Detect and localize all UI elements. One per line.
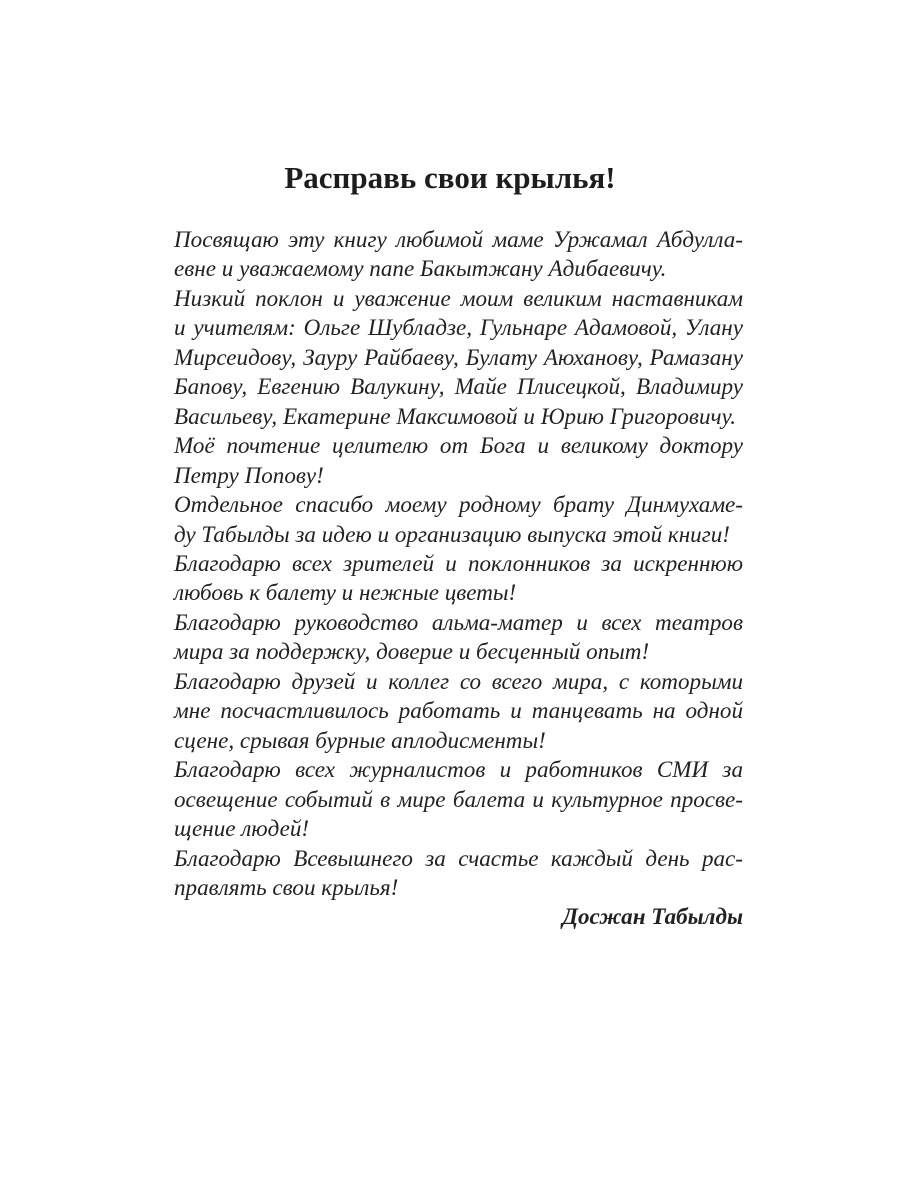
paragraph-line: сцене, срывая бурные аплодисменты! <box>174 726 546 753</box>
paragraph-line: Моё почтение целителю от Бога и великому доктору <box>174 432 743 459</box>
paragraph-line: мне посчастливилось работать и танцевать на одной <box>174 697 743 724</box>
paragraph <box>145 844 743 903</box>
paragraph-line: Благодарю Всевышнего за счастье каждый день рас- <box>174 844 743 871</box>
paragraph <box>145 490 743 549</box>
paragraph-line: правлять свои крылья! <box>174 873 399 900</box>
paragraph-line: Мирсеидову, Зауру Райбаеву, Булату Аюханову, Рамазану <box>174 343 743 370</box>
paragraph <box>145 608 743 667</box>
paragraph-line: Благодарю друзей и коллег со всего мира, с которыми <box>174 667 743 694</box>
paragraph-line: Благодарю всех зрителей и поклонников за искреннюю <box>174 549 743 576</box>
paragraph-line: евне и уважаемому папе Бакытжану Адибаевичу. <box>174 255 667 282</box>
paragraph-line: Низкий поклон и уважение моим великим наставникам <box>174 284 743 311</box>
paragraph-line: Васильеву, Екатерине Максимовой и Юрию Григоровичу. <box>174 402 737 429</box>
paragraph <box>145 667 743 755</box>
paragraph-line: любовь к балету и нежные цветы! <box>174 579 517 606</box>
author-signature: Досжан Табылды <box>562 903 743 930</box>
paragraph-line: Благодарю всех журналистов и работников СМИ за <box>174 756 743 783</box>
paragraph <box>145 225 743 284</box>
paragraph-line: и учителям: Ольге Шубладзе, Гульнаре Адамовой, Улану <box>174 314 743 341</box>
paragraph-line: Бапову, Евгению Валукину, Майе Плисецкой, Владимиру <box>174 373 743 400</box>
paragraph-list <box>145 225 743 902</box>
paragraph-line: ду Табылды за идею и организацию выпуска этой книги! <box>174 520 730 547</box>
paragraph-line: Посвящаю эту книгу любимой маме Уржамал Абдулла- <box>174 226 743 252</box>
paragraph-line: щение людей! <box>174 815 310 842</box>
paragraph-line: Благодарю руководство альма-матер и всех театров <box>174 608 743 635</box>
paragraph-line: Отдельное спасибо моему родному брату Динмухаме- <box>174 491 743 518</box>
paragraph-line: мира за поддержку, доверие и бесценный опыт! <box>174 638 650 665</box>
paragraph-line: освещение событий в мире балета и культурное просве- <box>174 785 743 812</box>
paragraph-line: Петру Попову! <box>174 461 324 488</box>
paragraph <box>145 431 743 490</box>
page-title: Расправь свои крылья! <box>284 160 616 195</box>
paragraph <box>145 549 743 608</box>
paragraph <box>145 755 743 843</box>
dedication-text <box>145 225 743 932</box>
paragraph <box>145 284 743 431</box>
